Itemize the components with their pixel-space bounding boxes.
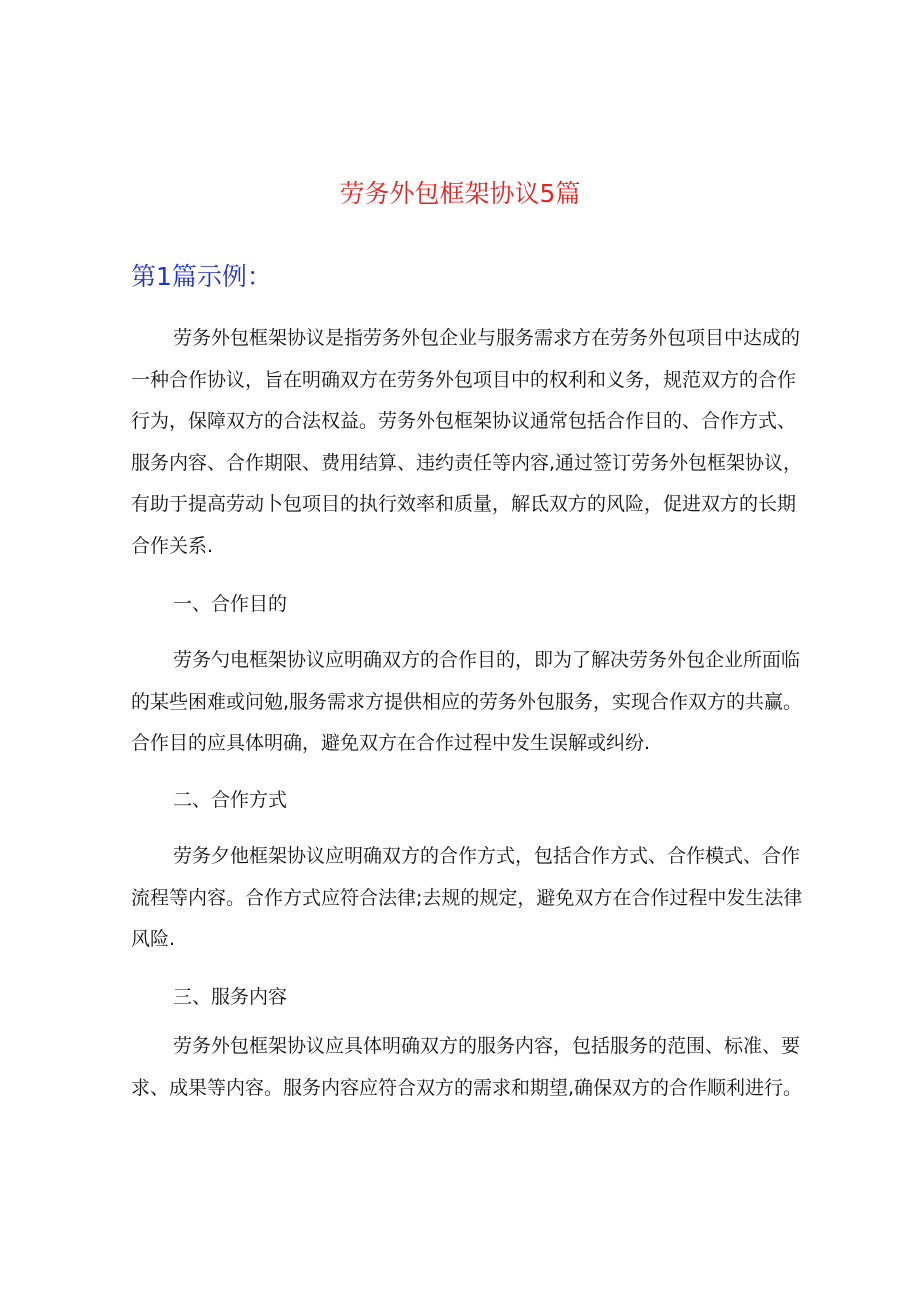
paragraph-cooperation-purpose: 劳务勺电框架协议应明确双方的合作目的，即为了解决劳务外包企业所面临的某些困难或问勉,服务需求方提供相应的劳务外包服务，实现合作双方的共赢。合作目的应具体明确，避免双方在合作过程中发生误解或纠纷. [131, 649, 803, 754]
subheading-cooperation-purpose: 一、合作目的 [173, 593, 288, 615]
section-heading: 第1篇示例： [131, 262, 272, 291]
document-title: 劳务外包框架协议5篇 [339, 179, 581, 208]
paragraph-service-content: 劳务外包框架协议应具体明确双方的服务内容，包括服务的范围、标准、要求、成果等内容。服务内容应符合双方的需求和期望,确保双方的合作顺利进行。 [131, 1035, 803, 1099]
intro-paragraph: 劳务外包框架协议是指劳务外包企业与服务需求方在劳务外包项目中达成的一种合作协议，旨在明确双方在劳务外包项目中的权利和义务，规范双方的合作行为，保障双方的合法权益。劳务外包框架协议通常包括合作目的、合作方式、服务内容、合作期限、费用结算、违约责任等内容,通过签订劳务外包框架协议，有助于提高劳动卜包项目的执行效率和质量，解氐双方的风险，促进双方的长期合作关系. [131, 327, 803, 557]
subheading-cooperation-method: 二、合作方式 [173, 789, 288, 811]
subheading-service-content: 三、服务内容 [173, 986, 288, 1008]
paragraph-cooperation-method: 劳务夕他框架协议应明确双方的合作方式，包括合作方式、合作模式、合作流程等内容。合作方式应符合法律;去规的规定，避免双方在合作过程中发生法律风险. [131, 845, 803, 950]
